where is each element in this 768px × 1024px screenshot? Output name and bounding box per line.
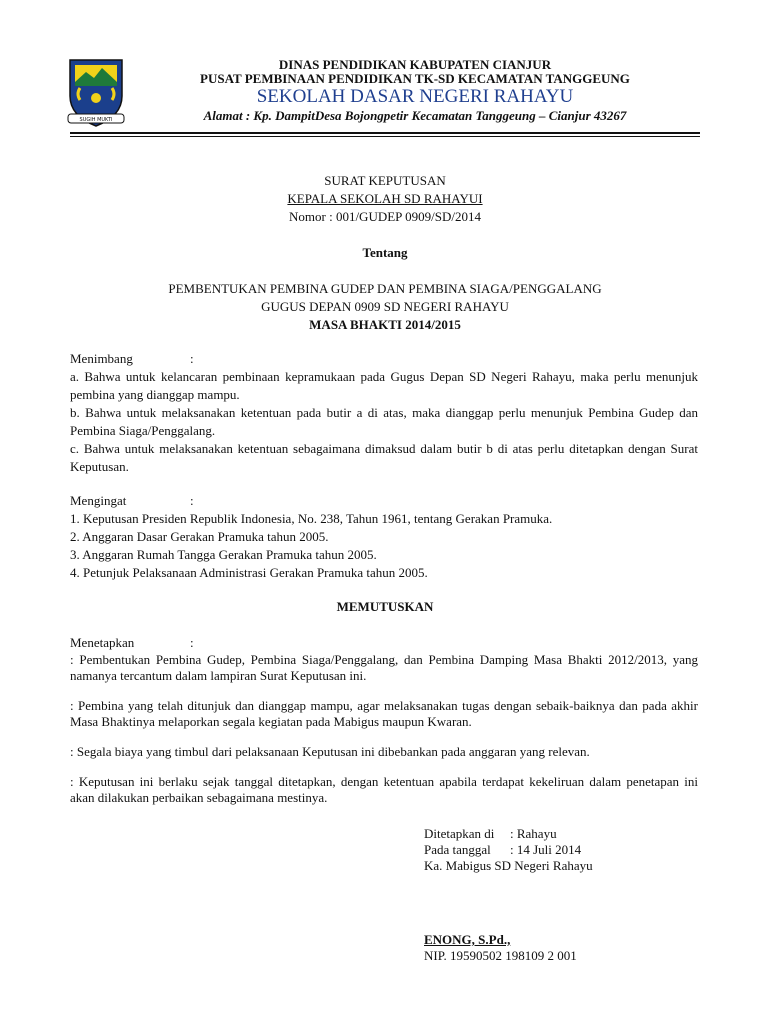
mengingat-colon: : <box>190 493 194 508</box>
signer-name: ENONG, S.Pd., <box>424 932 511 947</box>
menimbang-colon: : <box>190 351 194 366</box>
menetapkan-point-1: : Pembentukan Pembina Gudep, Pembina Siaga/Penggalang, dan Pembina Damping Masa Bhakti 2012/2013, yang namanya tercantum dalam lampiran Surat Keputusan ini. <box>70 652 698 683</box>
mengingat-item: 2. Anggaran Dasar Gerakan Pramuka tahun 2005. <box>70 529 329 544</box>
menetapkan-point-4: : Keputusan ini berlaku sejak tanggal ditetapkan, dengan ketentuan apabila terdapat kekeliruan dalam penetapan ini akan dilakukan perbaikan sebagaimana mestinya. <box>70 774 698 805</box>
signer-nip: NIP. 19590502 198109 2 001 <box>424 948 577 963</box>
place-label: Ditetapkan di <box>424 826 495 841</box>
school-district-logo <box>66 56 126 128</box>
agency-name: DINAS PENDIDIKAN KABUPATEN CIANJUR <box>278 57 552 72</box>
logo-banner-text: SUGIH MUKTI <box>79 117 113 123</box>
menimbang-item-b: b. Bahwa untuk melaksanakan ketentuan pada butir a di atas, maka dianggap perlu menunjuk Pembina Gudep dan Pembina Siaga/Penggalang. <box>70 405 698 438</box>
section-menetapkan <box>70 634 698 806</box>
menimbang-item-a: a. Bahwa untuk kelancaran pembinaan kepramukaan pada Gugus Depan SD Negeri Rahayu, maka perlu menunjuk pembina yang dianggap mampu. <box>70 369 698 402</box>
decree-issuer: KEPALA SEKOLAH SD RAHAYUI <box>287 191 483 206</box>
menetapkan-point-3: : Segala biaya yang timbul dari pelaksanaan Keputusan ini dibebankan pada anggaran yang relevan. <box>70 744 590 759</box>
memutuskan-heading: MEMUTUSKAN <box>336 599 434 614</box>
decree-subject-line2: GUGUS DEPAN 0909 SD NEGERI RAHAYU <box>261 299 509 314</box>
menetapkan-label: Menetapkan <box>70 635 135 650</box>
decree-subject-line3: MASA BHAKTI 2014/2015 <box>309 317 461 332</box>
school-address: Alamat : Kp. DampitDesa Bojongpetir Kecamatan Tanggeung – Cianjur 43267 <box>203 108 627 123</box>
date-value: : 14 Juli 2014 <box>510 842 582 857</box>
letterhead-rule-thick <box>70 132 700 134</box>
mengingat-item: 1. Keputusan Presiden Republik Indonesia, No. 238, Tahun 1961, tentang Gerakan Pramuka. <box>70 511 553 526</box>
signer-position: Ka. Mabigus SD Negeri Rahayu <box>424 858 593 873</box>
decree-number: Nomor : 001/GUDEP 0909/SD/2014 <box>289 209 481 224</box>
school-name: SEKOLAH DASAR NEGERI RAHAYU <box>256 86 574 107</box>
mengingat-item: 3. Anggaran Rumah Tangga Gerakan Pramuka tahun 2005. <box>70 547 377 562</box>
mengingat-item: 4. Petunjuk Pelaksanaan Administrasi Gerakan Pramuka tahun 2005. <box>70 565 428 580</box>
menetapkan-colon: : <box>190 635 194 650</box>
menimbang-label: Menimbang <box>70 351 133 366</box>
section-mengingat <box>70 492 698 582</box>
section-menimbang <box>70 350 698 476</box>
place-value: : Rahayu <box>510 826 557 841</box>
mengingat-label: Mengingat <box>70 493 127 508</box>
menimbang-item-c: c. Bahwa untuk melaksanakan ketentuan sebagaimana dimaksud dalam butir b di atas perlu ditetapkan dengan Surat Keputusan. <box>70 441 698 474</box>
letterhead-rule-thin <box>70 136 700 137</box>
letterhead <box>150 58 680 124</box>
decree-subject-line1: PEMBENTUKAN PEMBINA GUDEP DAN PEMBINA SIAGA/PENGGALANG <box>168 281 602 296</box>
decree-about: Tentang <box>362 245 408 260</box>
signer-block <box>424 932 577 964</box>
menetapkan-point-2: : Pembina yang telah ditunjuk dan dianggap mampu, agar melaksanakan tugas dengan sebaik-baiknya dan pada akhir Masa Bhaktinya melaporkan segala kegiatan pada Mabigus maupun Kwaran. <box>70 698 698 729</box>
center-name: PUSAT PEMBINAAN PENDIDIKAN TK-SD KECAMATAN TANGGEUNG <box>200 71 630 86</box>
signature-block <box>424 826 593 874</box>
decree-title: SURAT KEPUTUSAN <box>324 173 446 188</box>
date-label: Pada tanggal <box>424 842 491 857</box>
